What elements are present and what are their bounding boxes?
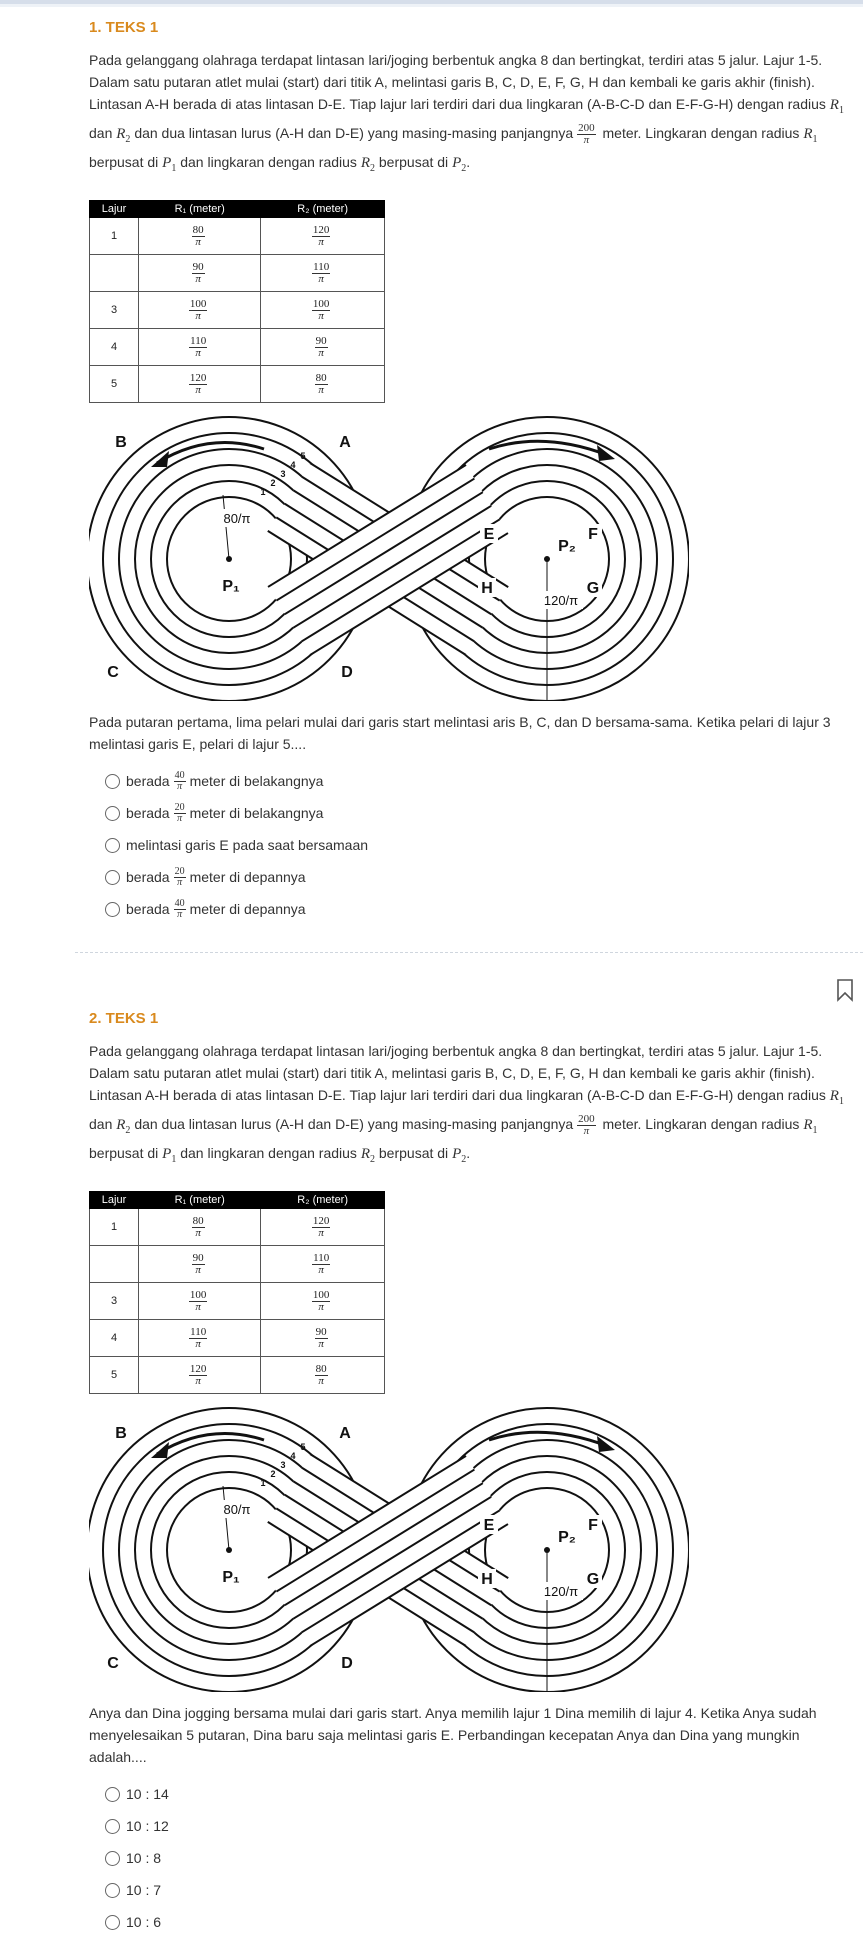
point-label-c: C xyxy=(107,664,119,681)
center-point xyxy=(226,556,232,562)
passage-text: berpusat di xyxy=(378,154,449,170)
question-divider xyxy=(75,952,863,953)
passage-text: dan xyxy=(89,125,113,141)
radio-button[interactable] xyxy=(105,1819,120,1834)
answer-option[interactable]: berada $\frac{40}{\pi}$ meter di depannya xyxy=(105,893,851,925)
radius-label-right: 120/π xyxy=(543,593,579,608)
radius-label-left: 80/π xyxy=(223,511,251,526)
r1-symbol: $R_1$ xyxy=(803,126,818,145)
lane-cell: 1 xyxy=(90,1209,139,1246)
answer-options xyxy=(89,765,851,925)
passage-text: berpusat di xyxy=(89,1145,159,1161)
r2-cell: $\frac{100}{\pi}$ xyxy=(261,1283,385,1320)
lane-number-label: 2 xyxy=(270,1469,276,1479)
lane-number-label: 1 xyxy=(260,487,266,497)
figure-eight-track-diagram xyxy=(89,1402,689,1692)
point-label-h: H xyxy=(481,580,493,597)
lane-number-label: 4 xyxy=(290,460,296,470)
radio-button[interactable] xyxy=(105,1915,120,1930)
r2-cell: $\frac{120}{\pi}$ xyxy=(261,218,385,255)
point-label-b: B xyxy=(115,434,127,451)
point-label-f: F xyxy=(588,1517,598,1534)
point-label-a: A xyxy=(339,1425,351,1442)
center-label-p1: P₁ xyxy=(222,1569,240,1586)
figure-eight-track-diagram xyxy=(89,411,689,701)
point-label-b: B xyxy=(115,1425,127,1442)
radio-button[interactable] xyxy=(105,806,120,821)
table-row xyxy=(90,366,385,403)
length-fraction: $\frac{200}{\pi}$ xyxy=(578,1112,595,1137)
radio-button[interactable] xyxy=(105,1851,120,1866)
center-label-p2: P₂ xyxy=(558,1529,576,1546)
length-fraction: $\frac{200}{\pi}$ xyxy=(578,121,595,146)
table-header: Lajur xyxy=(90,1192,139,1209)
answer-option[interactable]: 10 : 6 xyxy=(105,1906,851,1938)
p2-symbol: $P_2$ xyxy=(452,155,467,174)
point-label-d: D xyxy=(341,664,353,681)
lane-number-label: 2 xyxy=(270,478,276,488)
answer-option[interactable]: berada $\frac{20}{\pi}$ meter di depannya xyxy=(105,861,851,893)
p2-symbol: $P_2$ xyxy=(452,1146,467,1165)
lane-cell: 1 xyxy=(90,218,139,255)
point-label-e: E xyxy=(483,526,495,543)
r2-cell: $\frac{100}{\pi}$ xyxy=(261,292,385,329)
passage-text: meter. Lingkaran dengan radius xyxy=(602,125,800,141)
lane-cell: 4 xyxy=(90,329,139,366)
r1-symbol: $R_1$ xyxy=(829,97,844,116)
point-label-a: A xyxy=(339,434,351,451)
r2-symbol: $R_2$ xyxy=(116,1117,131,1136)
lane-number-label: 1 xyxy=(260,1478,266,1488)
lane-number-label: 3 xyxy=(280,469,286,479)
passage-text: berpusat di xyxy=(89,154,159,170)
point-label-d: D xyxy=(341,1655,353,1672)
table-row xyxy=(90,255,385,292)
radio-button[interactable] xyxy=(105,1883,120,1898)
r1-cell: $\frac{100}{\pi}$ xyxy=(139,292,261,329)
r2-symbol: $R_2$ xyxy=(360,155,375,174)
passage-text: dan dua lintasan lurus (A-H dan D-E) yang masing-masing panjangnya xyxy=(134,1116,574,1132)
passage-text: dan xyxy=(89,1116,113,1132)
r1-cell: $\frac{100}{\pi}$ xyxy=(139,1283,261,1320)
lane-number-label: 3 xyxy=(280,1460,286,1470)
r2-cell: $\frac{110}{\pi}$ xyxy=(261,255,385,292)
r2-cell: $\frac{90}{\pi}$ xyxy=(261,329,385,366)
lane-cell: 5 xyxy=(90,1357,139,1394)
point-label-h: H xyxy=(481,1571,493,1588)
r1-symbol: $R_1$ xyxy=(803,1117,818,1136)
question-title: 1. TEKS 1 xyxy=(89,19,159,36)
question-prompt: Pada putaran pertama, lima pelari mulai dari garis start melintasi aris B, C, dan D bersama-sama. Ketika pelari di lajur 3 melintasi garis E, pelari di lajur 5.... xyxy=(89,714,831,752)
radio-button[interactable] xyxy=(105,870,120,885)
passage-text: dan dua lintasan lurus (A-H dan D-E) yang masing-masing panjangnya xyxy=(134,125,574,141)
point-label-e: E xyxy=(483,1517,495,1534)
radio-button[interactable] xyxy=(105,1787,120,1802)
r2-cell: $\frac{120}{\pi}$ xyxy=(261,1209,385,1246)
radio-button[interactable] xyxy=(105,774,120,789)
radius-table xyxy=(89,200,385,403)
r1-cell: $\frac{110}{\pi}$ xyxy=(139,1320,261,1357)
center-point xyxy=(226,1547,232,1553)
table-header: R₁ (meter) xyxy=(139,201,261,218)
lane-number-label: 5 xyxy=(300,1442,306,1452)
r1-cell: $\frac{80}{\pi}$ xyxy=(139,218,261,255)
r1-cell: $\frac{120}{\pi}$ xyxy=(139,366,261,403)
lane-number-label: 5 xyxy=(300,451,306,461)
r1-symbol: $R_1$ xyxy=(829,1088,844,1107)
radio-button[interactable] xyxy=(105,838,120,853)
table-row xyxy=(90,218,385,255)
question-2 xyxy=(89,1010,851,1938)
answer-option[interactable]: 10 : 14 xyxy=(105,1778,851,1810)
passage-text: Pada gelanggang olahraga terdapat lintasan lari/joging berbentuk angka 8 dan bertingkat, terdiri atas 5 jalur. Lajur 1-5. Dalam satu putaran atlet mulai (start) dari titik A, melintasi garis B, C, D, E, F, G, H dan kembali ke garis akhir (finish). Lintasan A-H berada di atas lintasan D-E. Tiap lajur lari terdiri dari dua lingkaran (A-B-C-D dan E-F-G-H) dengan radius xyxy=(89,52,826,112)
passage-text: Pada gelanggang olahraga terdapat lintasan lari/joging berbentuk angka 8 dan bertingkat, terdiri atas 5 jalur. Lajur 1-5. Dalam satu putaran atlet mulai (start) dari titik A, melintasi garis B, C, D, E, F, G, H dan kembali ke garis akhir (finish). Lintasan A-H berada di atas lintasan D-E. Tiap lajur lari terdiri dari dua lingkaran (A-B-C-D dan E-F-G-H) dengan radius xyxy=(89,1043,826,1103)
passage-text: . xyxy=(466,1145,471,1161)
p1-symbol: $P_1$ xyxy=(162,1146,177,1165)
table-header: Lajur xyxy=(90,201,139,218)
answer-option[interactable]: berada $\frac{40}{\pi}$ meter di belakangnya xyxy=(105,765,851,797)
answer-option[interactable]: 10 : 8 xyxy=(105,1842,851,1874)
point-label-f: F xyxy=(588,526,598,543)
lane-number-label: 4 xyxy=(290,1451,296,1461)
center-point xyxy=(544,1547,550,1553)
passage-text: dan lingkaran dengan radius xyxy=(180,1145,357,1161)
table-row xyxy=(90,292,385,329)
table-row xyxy=(90,329,385,366)
radius-table xyxy=(89,1191,385,1394)
point-label-c: C xyxy=(107,1655,119,1672)
radio-button[interactable] xyxy=(105,902,120,917)
lane-cell xyxy=(90,255,139,292)
question-prompt: Anya dan Dina jogging bersama mulai dari garis start. Anya memilih lajur 1 Dina memilih di lajur 4. Ketika Anya sudah menyelesaikan 5 putaran, Dina baru saja melintasi garis E. Perbandingan kecepatan Anya dan Dina yang mungkin adalah.... xyxy=(89,1705,817,1765)
p1-symbol: $P_1$ xyxy=(162,155,177,174)
lane-cell: 3 xyxy=(90,292,139,329)
radius-label-left: 80/π xyxy=(223,1502,251,1517)
table-row xyxy=(90,1246,385,1283)
r1-cell: $\frac{80}{\pi}$ xyxy=(139,1209,261,1246)
question-passage xyxy=(89,1040,851,1171)
r2-cell: $\frac{90}{\pi}$ xyxy=(261,1320,385,1357)
table-row xyxy=(90,1320,385,1357)
answer-option[interactable]: melintasi garis E pada saat bersamaan xyxy=(105,829,851,861)
r1-cell: $\frac{90}{\pi}$ xyxy=(139,255,261,292)
point-label-g: G xyxy=(586,580,600,597)
passage-text: dan lingkaran dengan radius xyxy=(180,154,357,170)
table-header: R₂ (meter) xyxy=(261,1192,385,1209)
answer-option[interactable]: berada $\frac{20}{\pi}$ meter di belakangnya xyxy=(105,797,851,829)
r2-cell: $\frac{110}{\pi}$ xyxy=(261,1246,385,1283)
question-title: 2. TEKS 1 xyxy=(89,1010,159,1027)
bookmark-icon[interactable] xyxy=(836,978,854,1002)
lane-cell xyxy=(90,1246,139,1283)
table-header: R₁ (meter) xyxy=(139,1192,261,1209)
r1-cell: $\frac{120}{\pi}$ xyxy=(139,1357,261,1394)
center-label-p2: P₂ xyxy=(558,538,576,555)
question-1 xyxy=(89,19,851,925)
table-row xyxy=(90,1283,385,1320)
lane-cell: 3 xyxy=(90,1283,139,1320)
center-label-p1: P₁ xyxy=(222,578,240,595)
r1-cell: $\frac{90}{\pi}$ xyxy=(139,1246,261,1283)
answer-option[interactable]: 10 : 7 xyxy=(105,1874,851,1906)
lane-cell: 5 xyxy=(90,366,139,403)
question-passage xyxy=(89,49,851,180)
r2-symbol: $R_2$ xyxy=(116,126,131,145)
lane-cell: 4 xyxy=(90,1320,139,1357)
passage-text: berpusat di xyxy=(378,1145,449,1161)
answer-option[interactable]: 10 : 12 xyxy=(105,1810,851,1842)
passage-text: . xyxy=(466,154,471,170)
radius-label-right: 120/π xyxy=(543,1584,579,1599)
r2-cell: $\frac{80}{\pi}$ xyxy=(261,1357,385,1394)
top-bar-shadow xyxy=(0,4,863,7)
table-header: R₂ (meter) xyxy=(261,201,385,218)
table-row xyxy=(90,1357,385,1394)
point-label-g: G xyxy=(586,1571,600,1588)
table-row xyxy=(90,1209,385,1246)
center-point xyxy=(544,556,550,562)
r2-cell: $\frac{80}{\pi}$ xyxy=(261,366,385,403)
r1-cell: $\frac{110}{\pi}$ xyxy=(139,329,261,366)
answer-options xyxy=(89,1778,851,1938)
passage-text: meter. Lingkaran dengan radius xyxy=(602,1116,800,1132)
r2-symbol: $R_2$ xyxy=(360,1146,375,1165)
